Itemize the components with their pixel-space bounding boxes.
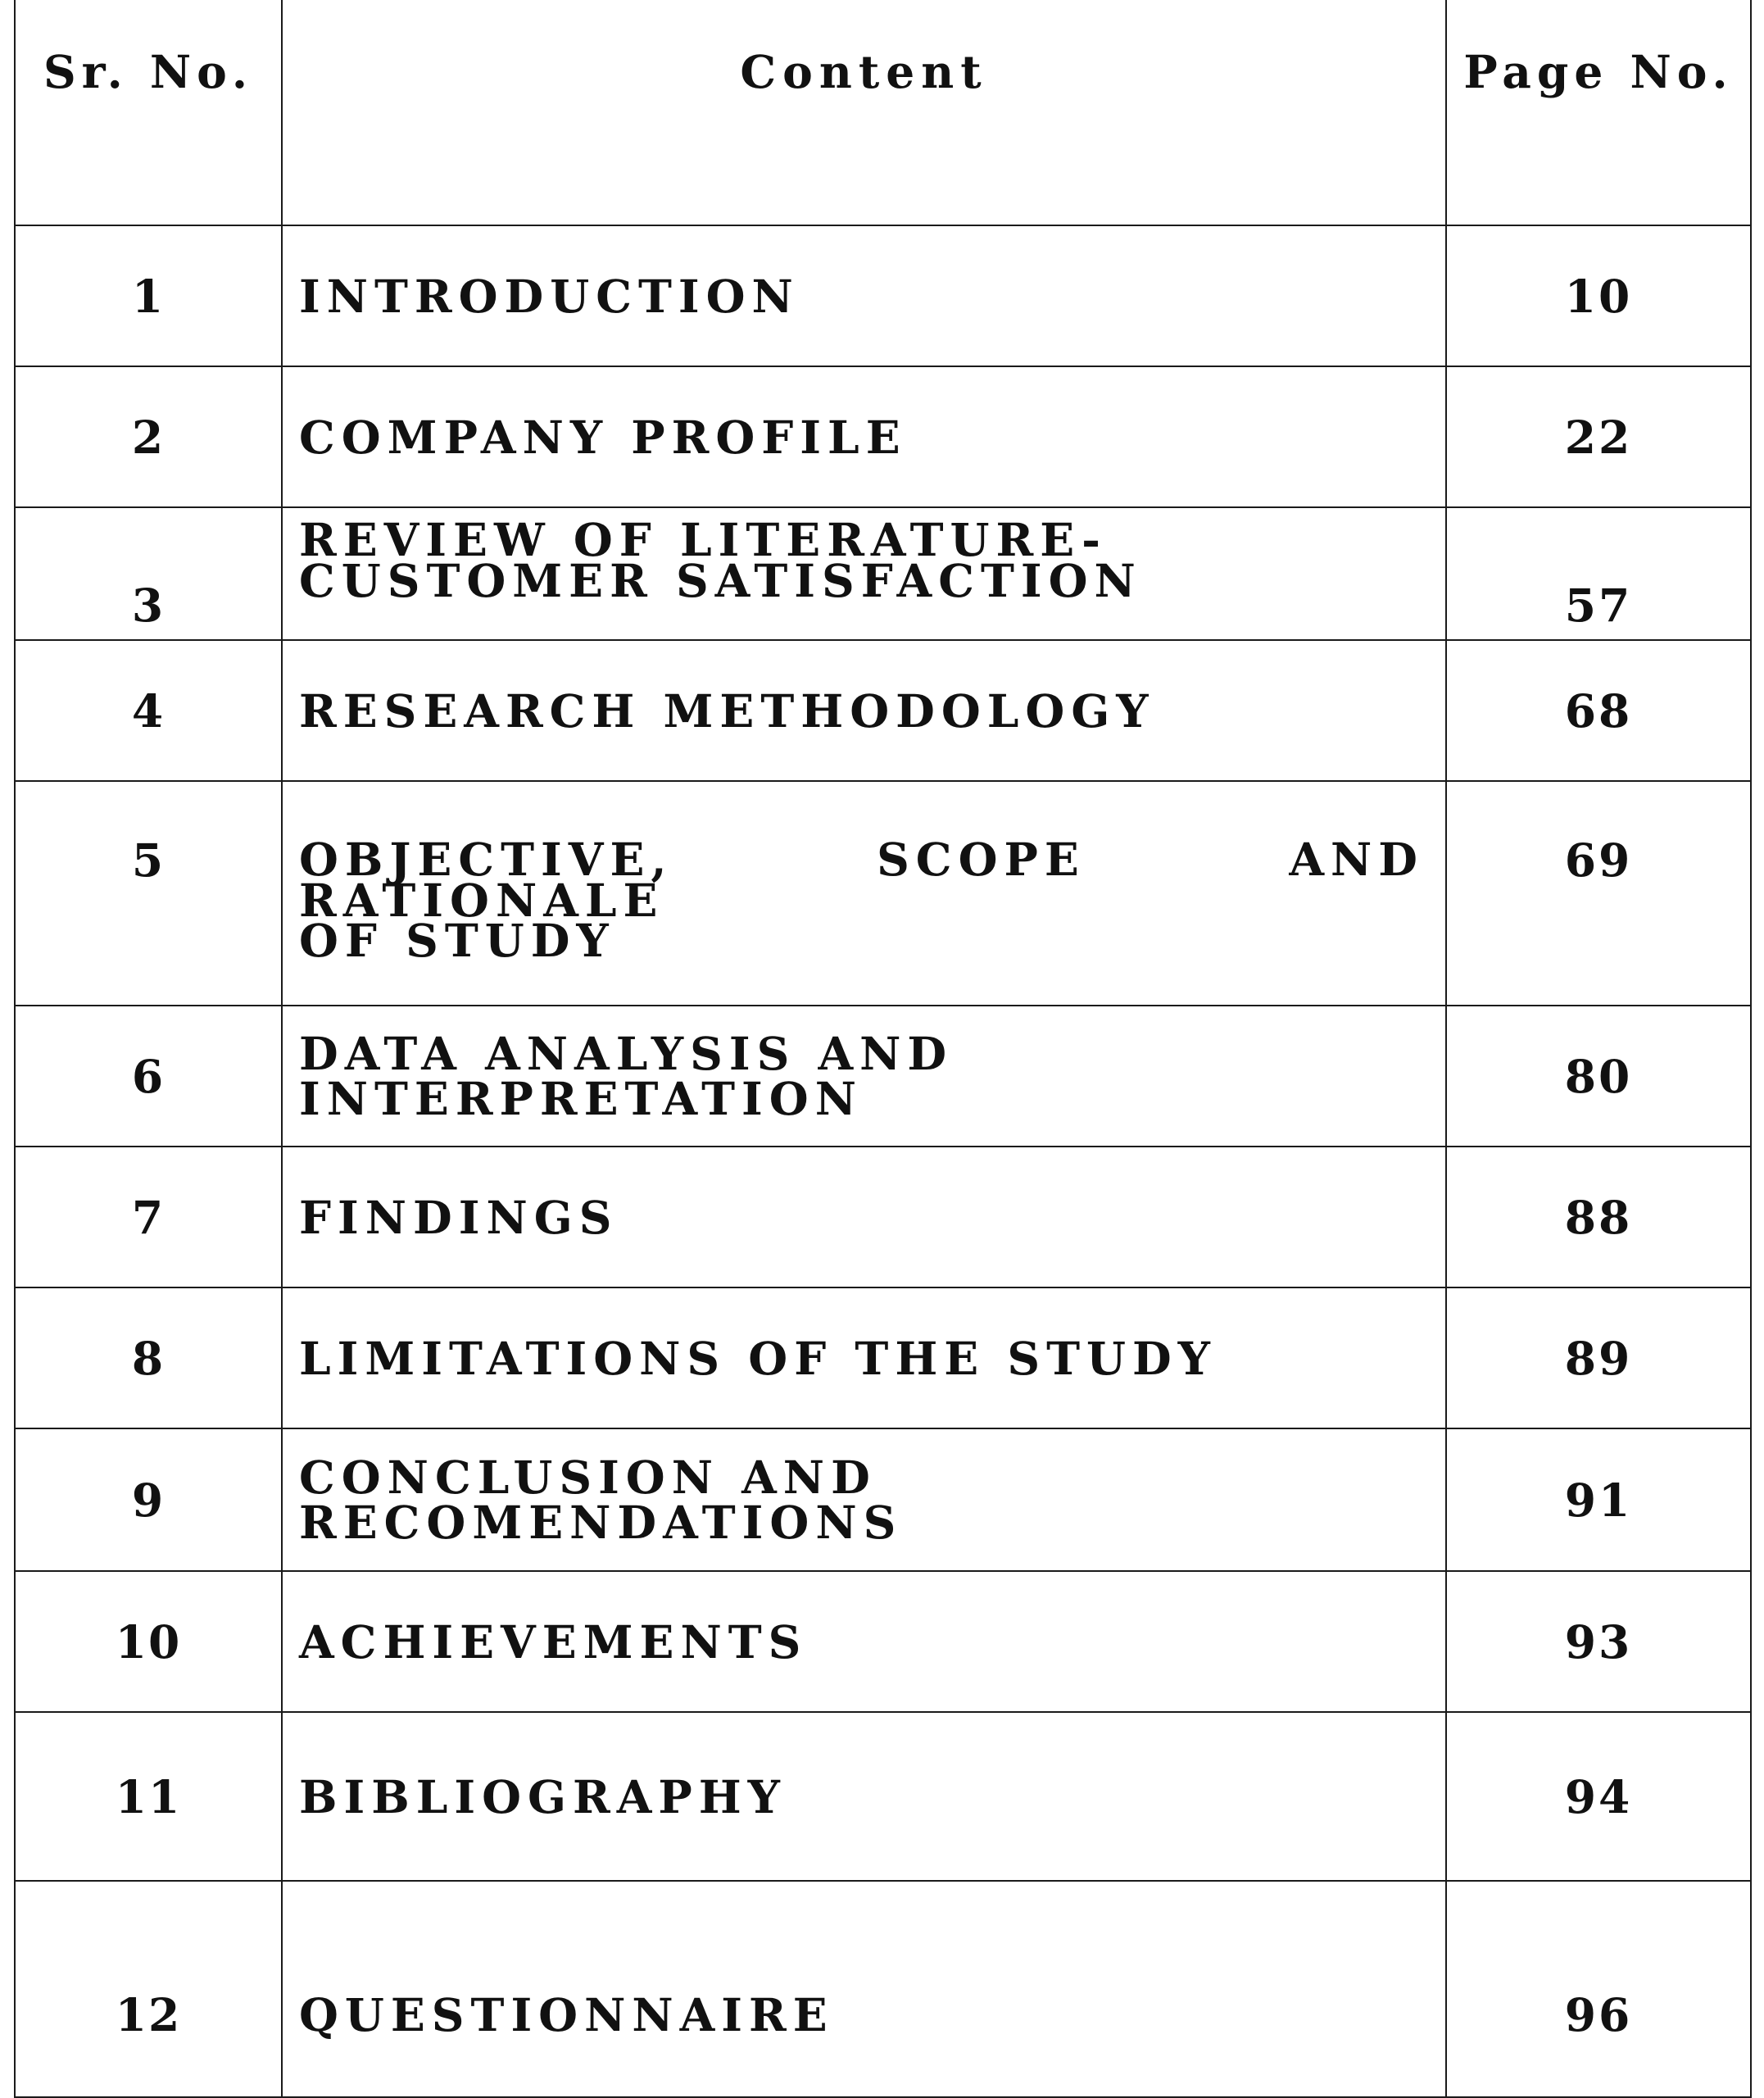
content-title bbox=[282, 507, 1446, 640]
content-text bbox=[299, 833, 1424, 967]
content-title bbox=[282, 781, 1446, 1006]
sr-number: 6 bbox=[15, 1006, 282, 1147]
content-title bbox=[282, 1428, 1446, 1571]
table-row bbox=[15, 1881, 1751, 2097]
table-row bbox=[15, 225, 1751, 366]
table-row bbox=[15, 1006, 1751, 1147]
content-title bbox=[282, 225, 1446, 366]
sr-number: 12 bbox=[15, 1881, 282, 2097]
page-number: 68 bbox=[1446, 640, 1751, 781]
sr-number: 8 bbox=[15, 1287, 282, 1428]
content-text: RESEARCH METHODOLOGY bbox=[299, 683, 1155, 738]
content-text: DATA ANALYSIS AND INTERPRETATION bbox=[299, 1027, 954, 1125]
content-title bbox=[282, 1006, 1446, 1147]
content-text: CONCLUSION AND RECOMENDATIONS bbox=[299, 1451, 903, 1549]
sr-number: 4 bbox=[15, 640, 282, 781]
table-row bbox=[15, 507, 1751, 640]
page-number: 10 bbox=[1446, 225, 1751, 366]
content-line: OBJECTIVE, SCOPE AND RATIONALE bbox=[299, 833, 1424, 927]
content-text: LIMITATIONS OF THE STUDY bbox=[299, 1331, 1217, 1385]
content-text: ACHIEVEMENTS bbox=[299, 1614, 808, 1669]
page-number: 91 bbox=[1446, 1428, 1751, 1571]
content-title bbox=[282, 1147, 1446, 1287]
table-of-contents bbox=[14, 0, 1752, 2098]
header-content: Content bbox=[282, 0, 1446, 225]
content-text: BIBLIOGRAPHY bbox=[299, 1769, 787, 1823]
page-number: 93 bbox=[1446, 1571, 1751, 1712]
table-row bbox=[15, 1712, 1751, 1881]
content-text: COMPANY PROFILE bbox=[299, 410, 907, 464]
content-text: QUESTIONNAIRE bbox=[299, 1987, 834, 2041]
content-title bbox=[282, 1287, 1446, 1428]
table-row bbox=[15, 1428, 1751, 1571]
content-title bbox=[282, 640, 1446, 781]
sr-number: 9 bbox=[15, 1428, 282, 1571]
header-page-no: Page No. bbox=[1446, 0, 1751, 225]
sr-number: 3 bbox=[15, 507, 282, 640]
sr-number: 7 bbox=[15, 1147, 282, 1287]
content-title bbox=[282, 1571, 1446, 1712]
content-title bbox=[282, 1712, 1446, 1881]
content-line: CUSTOMER SATISFACTION bbox=[299, 553, 1142, 607]
table-row bbox=[15, 1571, 1751, 1712]
page-number: 57 bbox=[1446, 507, 1751, 640]
sr-number: 11 bbox=[15, 1712, 282, 1881]
page-number: 94 bbox=[1446, 1712, 1751, 1881]
content-title bbox=[282, 1881, 1446, 2097]
content-text: FINDINGS bbox=[299, 1190, 619, 1244]
table-row bbox=[15, 781, 1751, 1006]
page-number: 89 bbox=[1446, 1287, 1751, 1428]
content-text: INTRODUCTION bbox=[299, 269, 800, 323]
page-number: 88 bbox=[1446, 1147, 1751, 1287]
table-header-row bbox=[15, 0, 1751, 225]
content-line: OF STUDY bbox=[299, 914, 615, 967]
content-line: REVIEW OF LITERATURE- bbox=[299, 513, 1107, 566]
content-text bbox=[299, 513, 1424, 607]
table-row bbox=[15, 366, 1751, 507]
table-row bbox=[15, 1287, 1751, 1428]
sr-number: 5 bbox=[15, 781, 282, 1006]
content-title bbox=[282, 366, 1446, 507]
sr-number: 1 bbox=[15, 225, 282, 366]
page-number: 69 bbox=[1446, 781, 1751, 1006]
table-row bbox=[15, 640, 1751, 781]
page-number: 96 bbox=[1446, 1881, 1751, 2097]
sr-number: 10 bbox=[15, 1571, 282, 1712]
page-number: 80 bbox=[1446, 1006, 1751, 1147]
table-row bbox=[15, 1147, 1751, 1287]
sr-number: 2 bbox=[15, 366, 282, 507]
header-sr-no: Sr. No. bbox=[15, 0, 282, 225]
page-number: 22 bbox=[1446, 366, 1751, 507]
